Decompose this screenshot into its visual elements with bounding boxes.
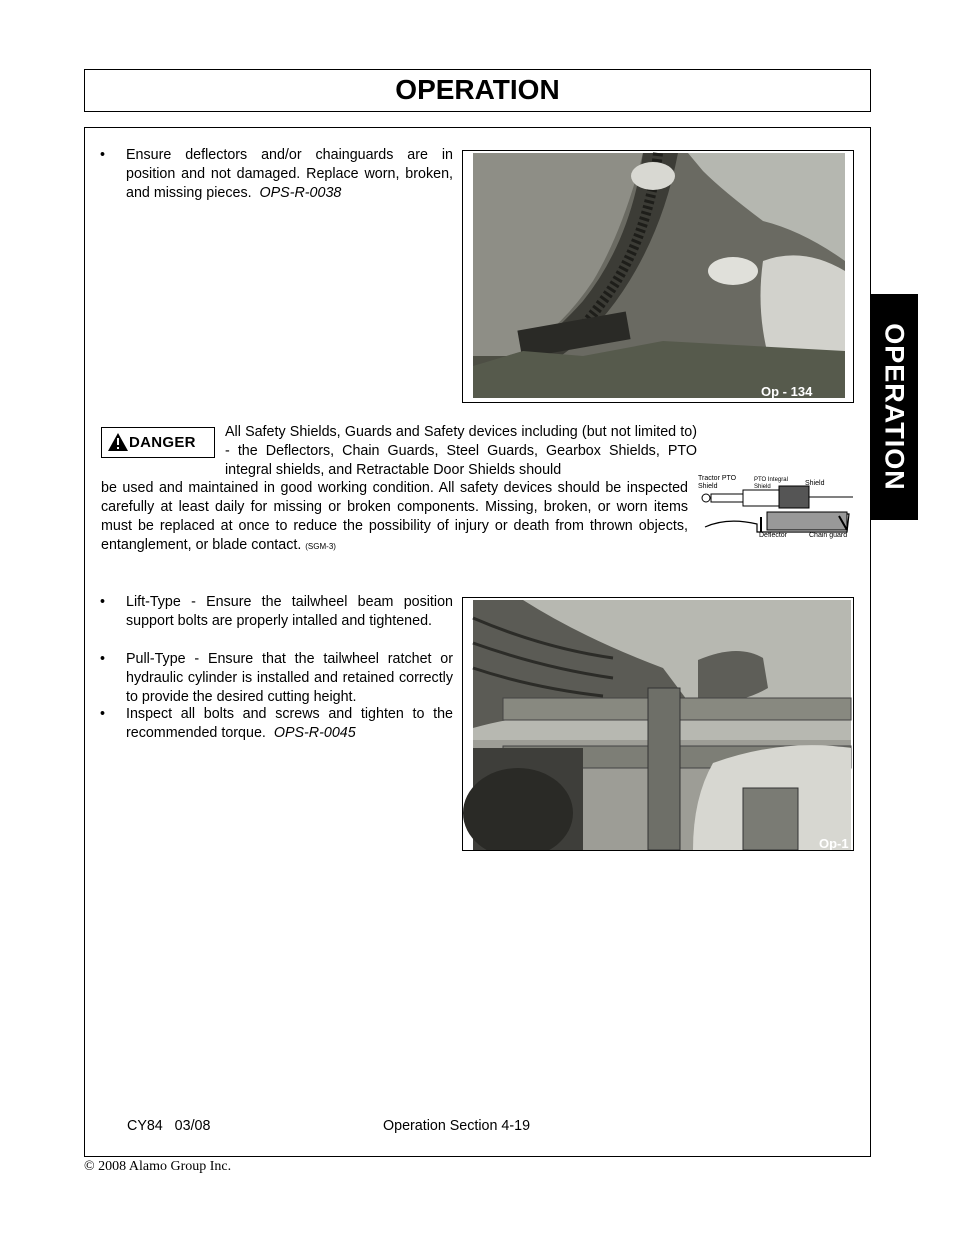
- photo-tailwheel: [462, 597, 854, 851]
- footer-model-date: CY84 03/08: [127, 1118, 211, 1134]
- warning-triangle-icon: [107, 432, 129, 452]
- label-shield: Shield: [805, 480, 825, 487]
- copyright-notice: © 2008 Alamo Group Inc.: [84, 1159, 232, 1174]
- figure-label: Op-1: [819, 836, 849, 851]
- list-item-text: [126, 705, 453, 743]
- bullet-text: Ensure deflectors and/or chainguards are in position and not damaged. Replace worn, broken, and missing pieces.: [126, 147, 453, 201]
- bullet-marker: •: [100, 706, 106, 722]
- danger-badge: [101, 427, 215, 458]
- section-side-tab: [870, 294, 918, 520]
- label-deflector: Deflector: [759, 532, 788, 539]
- danger-text-bottom: be used and maintained in good working condition. All safety devices should be inspected carefully at least daily for missing or broken components. Missing, broken, or worn items must be replaced at once to reduce the possibility of injury or death from thrown objects, entanglement, or blade contact. (SGM-3): [101, 480, 688, 553]
- bullet-marker: •: [100, 147, 106, 163]
- bullet-marker: •: [100, 651, 106, 667]
- list-item-text: [126, 146, 453, 203]
- figure-label: Op - 134: [761, 384, 813, 399]
- danger-badge-label: DANGER: [129, 434, 196, 451]
- label-pto-integral-shield: PTO Integral Shield: [754, 477, 788, 490]
- bullet-marker: •: [100, 594, 106, 610]
- danger-full-text: [0, 0, 1, 1]
- danger-text-top: All Safety Shields, Guards and Safety devices including (but not limited to) - the Deflectors, Chain Guards, Steel Guards, Gearbox Shields, PTO integral shields, and Retractable Door Shields should: [225, 424, 697, 478]
- side-tab-label: OPERATION: [879, 323, 910, 491]
- list-item-text: Lift-Type - Ensure the tailwheel beam position support bolts are properly intalled and tightened.: [126, 594, 453, 629]
- photo-chain-guard: [462, 150, 854, 403]
- reference-code: OPS-R-0038: [259, 185, 342, 201]
- list-item-text: Pull-Type - Ensure that the tailwheel ratchet or hydraulic cylinder is installed and retained correctly to provide the desired cutting height.: [126, 651, 453, 705]
- safety-shield-diagram: [697, 472, 857, 544]
- footer-section-page: Operation Section 4-19: [383, 1118, 531, 1134]
- danger-reference-code: (SGM-3): [305, 542, 336, 551]
- page-title: OPERATION: [395, 74, 560, 105]
- label-chain-guard: Chain guard: [809, 532, 848, 539]
- chain-guard-illustration: [463, 151, 853, 402]
- tailwheel-illustration: [463, 598, 853, 850]
- reference-code: OPS-R-0045: [273, 725, 356, 741]
- label-tractor-pto-shield: Tractor PTO Shield: [698, 475, 737, 490]
- bullet-text: Inspect all bolts and screws and tighten to the recommended torque.: [126, 706, 453, 741]
